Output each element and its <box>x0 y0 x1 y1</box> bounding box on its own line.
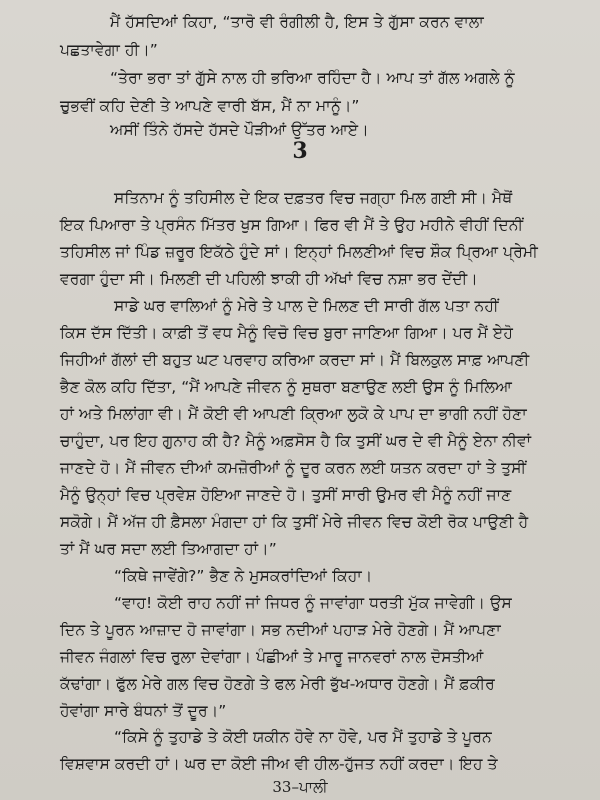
text-line: ਮੈਨੂੰ ਉਨ੍ਹਾਂ ਵਿਚ ਪ੍ਰਵੇਸ਼ ਹੋਇਆ ਜਾਣਦੇ ਹੋ। ਤੁਸੀਂ ਸਾਰੀ ਉਮਰ ਵੀ ਮੈਨੂੰ ਨਹੀਂ ਜਾਣ <box>60 486 512 504</box>
text-line: ਚਾਹੁੰਦਾ, ਪਰ ਇਹ ਗੁਨਾਹ ਕੀ ਹੈ? ਮੈਨੂੰ ਅਫ਼ਸੋਸ ਹੈ ਕਿ ਤੁਸੀਂ ਘਰ ਦੇ ਵੀ ਮੈਨੂੰ ਏਨਾ ਨੀਵਾਂ <box>60 432 532 450</box>
chapter-number: 3 <box>292 138 308 164</box>
text-line: ਤਾਂ ਮੈਂ ਘਰ ਸਦਾ ਲਈ ਤਿਆਗਦਾ ਹਾਂ।” <box>60 540 277 558</box>
text-line: ਭੈਣ ਕੋਲ ਕਹਿ ਦਿੱਤਾ, “ਮੈਂ ਆਪਣੇ ਜੀਵਨ ਨੂੰ ਸੁਥਰਾ ਬਣਾਉਣ ਲਈ ਉਸ ਨੂੰ ਮਿਲਿਆ <box>60 378 513 396</box>
text-line: ਜੀਵਨ ਜੰਗਲਾਂ ਵਿਚ ਰੁਲਾ ਦੇਵਾਂਗਾ। ਪੰਛੀਆਂ ਤੇ ਮਾਰੂ ਜਾਨਵਰਾਂ ਨਾਲ ਦੋਸਤੀਆਂ <box>60 648 484 666</box>
text-line: ਕਿਸ ਦੱਸ ਦਿੱਤੀ। ਕਾਫ਼ੀ ਤੋਂ ਵਧ ਮੈਨੂੰ ਵਿਚੋ ਵਿਚ ਬੁਰਾ ਜਾਣਿਆ ਗਿਆ। ਪਰ ਮੈਂ ਏਹੋ <box>60 324 513 342</box>
text-line: ਜਾਣਦੇ ਹੋ। ਮੈਂ ਜੀਵਨ ਦੀਆਂ ਕਮਜ਼ੋਰੀਆਂ ਨੂੰ ਦੂਰ ਕਰਨ ਲਈ ਯਤਨ ਕਰਦਾ ਹਾਂ ਤੇ ਤੁਸੀਂ <box>60 459 527 477</box>
text-line: ਕੱਢਾਂਗਾ। ਫੁੱਲ ਮੇਰੇ ਗਲ ਵਿਚ ਹੋਣਗੇ ਤੇ ਫਲ ਮੇਰੀ ਭੁੱਖ-ਅਧਾਰ ਹੋਣਗੇ। ਮੈਂ ਫ਼ਕੀਰ <box>60 675 495 693</box>
text-line: “ਤੇਰਾ ਭਰਾ ਤਾਂ ਗੁੱਸੇ ਨਾਲ ਹੀ ਭਰਿਆ ਰਹਿੰਦਾ ਹੈ। ਆਪ ਤਾਂ ਗੱਲ ਅਗਲੇ ਨੂੰ <box>110 69 515 87</box>
text-line: “ਕਿਸੇ ਨੂੰ ਤੁਹਾਡੇ ਤੇ ਕੋਈ ਯਕੀਨ ਹੋਵੇ ਨਾ ਹੋਵੇ, ਪਰ ਮੈਂ ਤੁਹਾਡੇ ਤੇ ਪੂਰਨ <box>114 728 492 746</box>
text-line: ਹਾਂ ਅਤੇ ਮਿਲਾਂਗਾ ਵੀ। ਮੈਂ ਕੋਈ ਵੀ ਆਪਣੀ ਕ੍ਰਿਆ ਲੁਕੋ ਕੇ ਪਾਪ ਦਾ ਭਾਗੀ ਨਹੀਂ ਹੋਣਾ <box>60 405 527 423</box>
page-footer: 33–ਪਾਲੀ <box>272 778 328 796</box>
text-line: ਅਸੀਂ ਤਿੰਨੇ ਹੱਸਦੇ ਹੱਸਦੇ ਪੌੜੀਆਂ ਉੱਤਰ ਆਏ। <box>110 121 369 139</box>
text-line: ਸਾਡੇ ਘਰ ਵਾਲਿਆਂ ਨੂੰ ਮੇਰੇ ਤੇ ਪਾਲ ਦੇ ਮਿਲਣ ਦੀ ਸਾਰੀ ਗੱਲ ਪਤਾ ਨਹੀਂ <box>114 297 499 315</box>
text-line: ਵਰਗਾ ਹੁੰਦਾ ਸੀ। ਮਿਲਣੀ ਦੀ ਪਹਿਲੀ ਝਾਕੀ ਹੀ ਅੱਖਾਂ ਵਿਚ ਨਸ਼ਾ ਭਰ ਦੇਂਦੀ। <box>60 270 478 288</box>
text-line: ਵਿਸ਼ਵਾਸ ਕਰਦੀ ਹਾਂ। ਘਰ ਦਾ ਕੋਈ ਜੀਅ ਵੀ ਹੀਲ-ਹੁੱਜਤ ਨਹੀਂ ਕਰਦਾ। ਇਹ ਤੇ <box>60 755 498 773</box>
text-line: ਦਿਨ ਤੇ ਪੂਰਨ ਆਜ਼ਾਦ ਹੋ ਜਾਵਾਂਗਾ। ਸਭ ਨਦੀਆਂ ਪਹਾੜ ਮੇਰੇ ਹੋਣਗੇ। ਮੈਂ ਆਪਣਾ <box>60 621 501 639</box>
text-line: ਜਿਹੀਆਂ ਗੱਲਾਂ ਦੀ ਬਹੁਤ ਘਟ ਪਰਵਾਹ ਕਰਿਆ ਕਰਦਾ ਸਾਂ। ਮੈਂ ਬਿਲਕੁਲ ਸਾਫ਼ ਆਪਣੀ <box>60 351 530 369</box>
text-line: ਪਛਤਾਵੇਗਾ ਹੀ।” <box>60 41 158 59</box>
text-line: ਮੈਂ ਹੱਸਦਿਆਂ ਕਿਹਾ, “ਤਾਰੋ ਵੀ ਰੰਗੀਲੀ ਹੈ, ਇਸ ਤੇ ਗੁੱਸਾ ਕਰਨ ਵਾਲਾ <box>110 13 484 31</box>
text-line: ਇਕ ਪਿਆਰਾ ਤੇ ਪ੍ਰਸੰਨ ਮਿੱਤਰ ਖੁਸ ਗਿਆ। ਫਿਰ ਵੀ ਮੈਂ ਤੇ ਉਹ ਮਹੀਨੇ ਵੀਹੀਂ ਦਿਨੀਂ <box>60 216 524 234</box>
text-line: ਹੋਵਾਂਗਾ ਸਾਰੇ ਬੰਧਨਾਂ ਤੋਂ ਦੂਰ।” <box>60 702 227 720</box>
text-line: “ਵਾਹ! ਕੋਈ ਰਾਹ ਨਹੀਂ ਜਾਂ ਜਿਧਰ ਨੂੰ ਜਾਵਾਂਗਾ ਧਰਤੀ ਮੁੱਕ ਜਾਵੇਗੀ। ਉਸ <box>114 594 512 612</box>
text-line: “ਕਿਥੇ ਜਾਵੇਂਗੇ?” ਭੈਣ ਨੇ ਮੁਸਕਰਾਂਦਿਆਂ ਕਿਹਾ। <box>114 567 373 585</box>
text-line: ਚੁਭਵੀਂ ਕਹਿ ਦੇਣੀ ਤੇ ਆਪਣੇ ਵਾਰੀ ਬੱਸ, ਮੈਂ ਨਾ ਮਾਨੂੰ।” <box>60 97 360 115</box>
text-line: ਸਤਿਨਾਮ ਨੂੰ ਤਹਿਸੀਲ ਦੇ ਇਕ ਦਫ਼ਤਰ ਵਿਚ ਜਗ੍ਹਾ ਮਿਲ ਗਈ ਸੀ। ਮੈਥੋਂ <box>114 189 513 207</box>
text-line: ਸਕੋਗੇ। ਮੈਂ ਅੱਜ ਹੀ ਫ਼ੈਸਲਾ ਮੰਗਦਾ ਹਾਂ ਕਿ ਤੁਸੀਂ ਮੇਰੇ ਜੀਵਨ ਵਿਚ ਕੋਈ ਰੋਕ ਪਾਉਣੀ ਹੈ <box>60 513 529 531</box>
text-line: ਤਹਿਸੀਲ ਜਾਂ ਪਿੰਡ ਜ਼ਰੂਰ ਇਕੱਠੇ ਹੁੰਦੇ ਸਾਂ। ਇਨ੍ਹਾਂ ਮਿਲਣੀਆਂ ਵਿਚ ਸ਼ੌਕ ਪ੍ਰਿਆ ਪ੍ਰੇਮੀ <box>60 243 538 261</box>
